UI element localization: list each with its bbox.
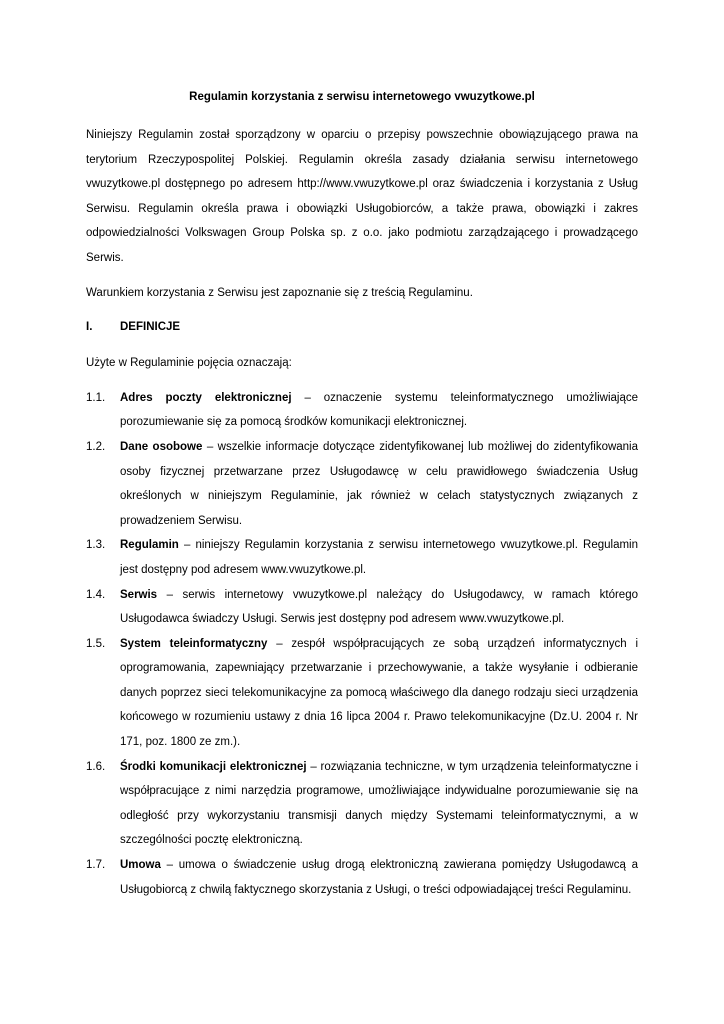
definitions-intro: Użyte w Regulaminie pojęcia oznaczają: <box>86 357 292 370</box>
definition-item <box>86 853 638 902</box>
definition-body <box>120 386 638 435</box>
definition-term: System teleinformatyczny <box>120 637 268 650</box>
definition-number: 1.2. <box>86 440 106 453</box>
definition-body <box>120 632 638 755</box>
definition-text: – umowa o świadczenie usług drogą elektroniczną zawierana pomiędzy Usługodawcą a Usługobiorcą z chwilą faktycznego skorzystania z Usługi, o treści odpowiadającej treści Regulaminu. <box>120 859 638 896</box>
definition-term: Umowa <box>120 859 161 872</box>
definition-number: 1.7. <box>86 859 106 872</box>
definition-number: 1.3. <box>86 539 106 552</box>
definition-text: – serwis internetowy vwuzytkowe.pl należący do Usługodawcy, w ramach którego Usługodawca świadczy Usługi. Serwis jest dostępny pod adresem www.vwuzytkowe.pl. <box>120 588 638 626</box>
definition-body <box>120 435 638 533</box>
definition-term: Dane osobowe <box>120 440 203 453</box>
document-title: Regulamin korzystania z serwisu internetowego vwuzytkowe.pl <box>189 91 535 103</box>
definitions-list <box>86 386 638 902</box>
definition-text: – niniejszy Regulamin korzystania z serwisu internetowego vwuzytkowe.pl. Regulamin jest dostępny pod adresem www.vwuzytkowe.pl. <box>120 539 638 576</box>
section-number: I. <box>86 321 93 334</box>
definition-number: 1.6. <box>86 760 106 773</box>
definition-item <box>86 755 638 853</box>
definition-body <box>120 755 638 853</box>
definition-term: Serwis <box>120 588 158 601</box>
definition-item <box>86 583 638 632</box>
definition-text: – oznaczenie systemu teleinformatycznego umożliwiające porozumiewanie się za pomocą środków komunikacji elektronicznej. <box>120 391 638 429</box>
definition-body <box>120 583 638 632</box>
definition-term: Adres poczty elektronicznej <box>120 391 292 404</box>
definition-item <box>86 386 638 435</box>
definition-item <box>86 435 638 533</box>
definition-term: Regulamin <box>120 539 179 552</box>
definition-body <box>120 533 638 582</box>
definition-number: 1.1. <box>86 391 106 404</box>
definition-text: – wszelkie informacje dotyczące zidentyfikowanej lub możliwej do zidentyfikowania osoby fizycznej przetwarzane przez Usługodawcę w celu prawidłowego świadczenia Usług określonych w niniejszym Regulaminie, jak również w celach statystycznych związanych z prowadzeniem Serwisu. <box>120 440 639 527</box>
definition-body <box>120 853 638 902</box>
definition-number: 1.4. <box>86 588 106 601</box>
definition-text: – zespół współpracujących ze sobą urządzeń informatycznych i oprogramowania, zapewniający przetwarzanie i przechowywanie, a także wysyłanie i odbieranie danych poprzez sieci telekomunikacyjne za pomocą właściwego dla danego rodzaju sieci urządzenia końcowego w rozumieniu ustawy z dnia 16 lipca 2004 r. Prawo telekomunikacyjne (Dz.U. 2004 r. Nr 171, poz. 1800 ze zm.). <box>120 637 639 749</box>
condition-paragraph: Warunkiem korzystania z Serwisu jest zapoznanie się z treścią Regulaminu. <box>86 286 473 299</box>
definition-item <box>86 533 638 582</box>
definition-text: – rozwiązania techniczne, w tym urządzenia teleinformatyczne i współpracujące z nimi narzędzia programowe, umożliwiające indywidualne porozumiewanie się na odległość przy wykorzystaniu transmisji danych między Systemami teleinformatycznymi, a w szczególności pocztę elektroniczną. <box>120 760 638 847</box>
definition-term: Środki komunikacji elektronicznej <box>120 760 307 773</box>
section-title: DEFINICJE <box>120 321 181 334</box>
intro-paragraph: Niniejszy Regulamin został sporządzony w oparciu o przepisy powszechnie obowiązującego prawa na terytorium Rzeczypospolitej Polskiej. Regulamin określa zasady działania serwisu internetowego vwuzytkowe.pl dostępnego po adresem http://www.vwuzytkowe.pl oraz świadczenia i korzystania z Usług Serwisu. Regulamin określa prawa i obowiązki Usługobiorców, a także prawa, obowiązki i zakres odpowiedzialności Volkswagen Group Polska sp. z o.o. jako podmiotu zarządzającego i prowadzącego Serwis. <box>86 129 638 264</box>
definition-item <box>86 632 638 755</box>
section-heading <box>86 315 638 339</box>
definition-number: 1.5. <box>86 637 106 650</box>
